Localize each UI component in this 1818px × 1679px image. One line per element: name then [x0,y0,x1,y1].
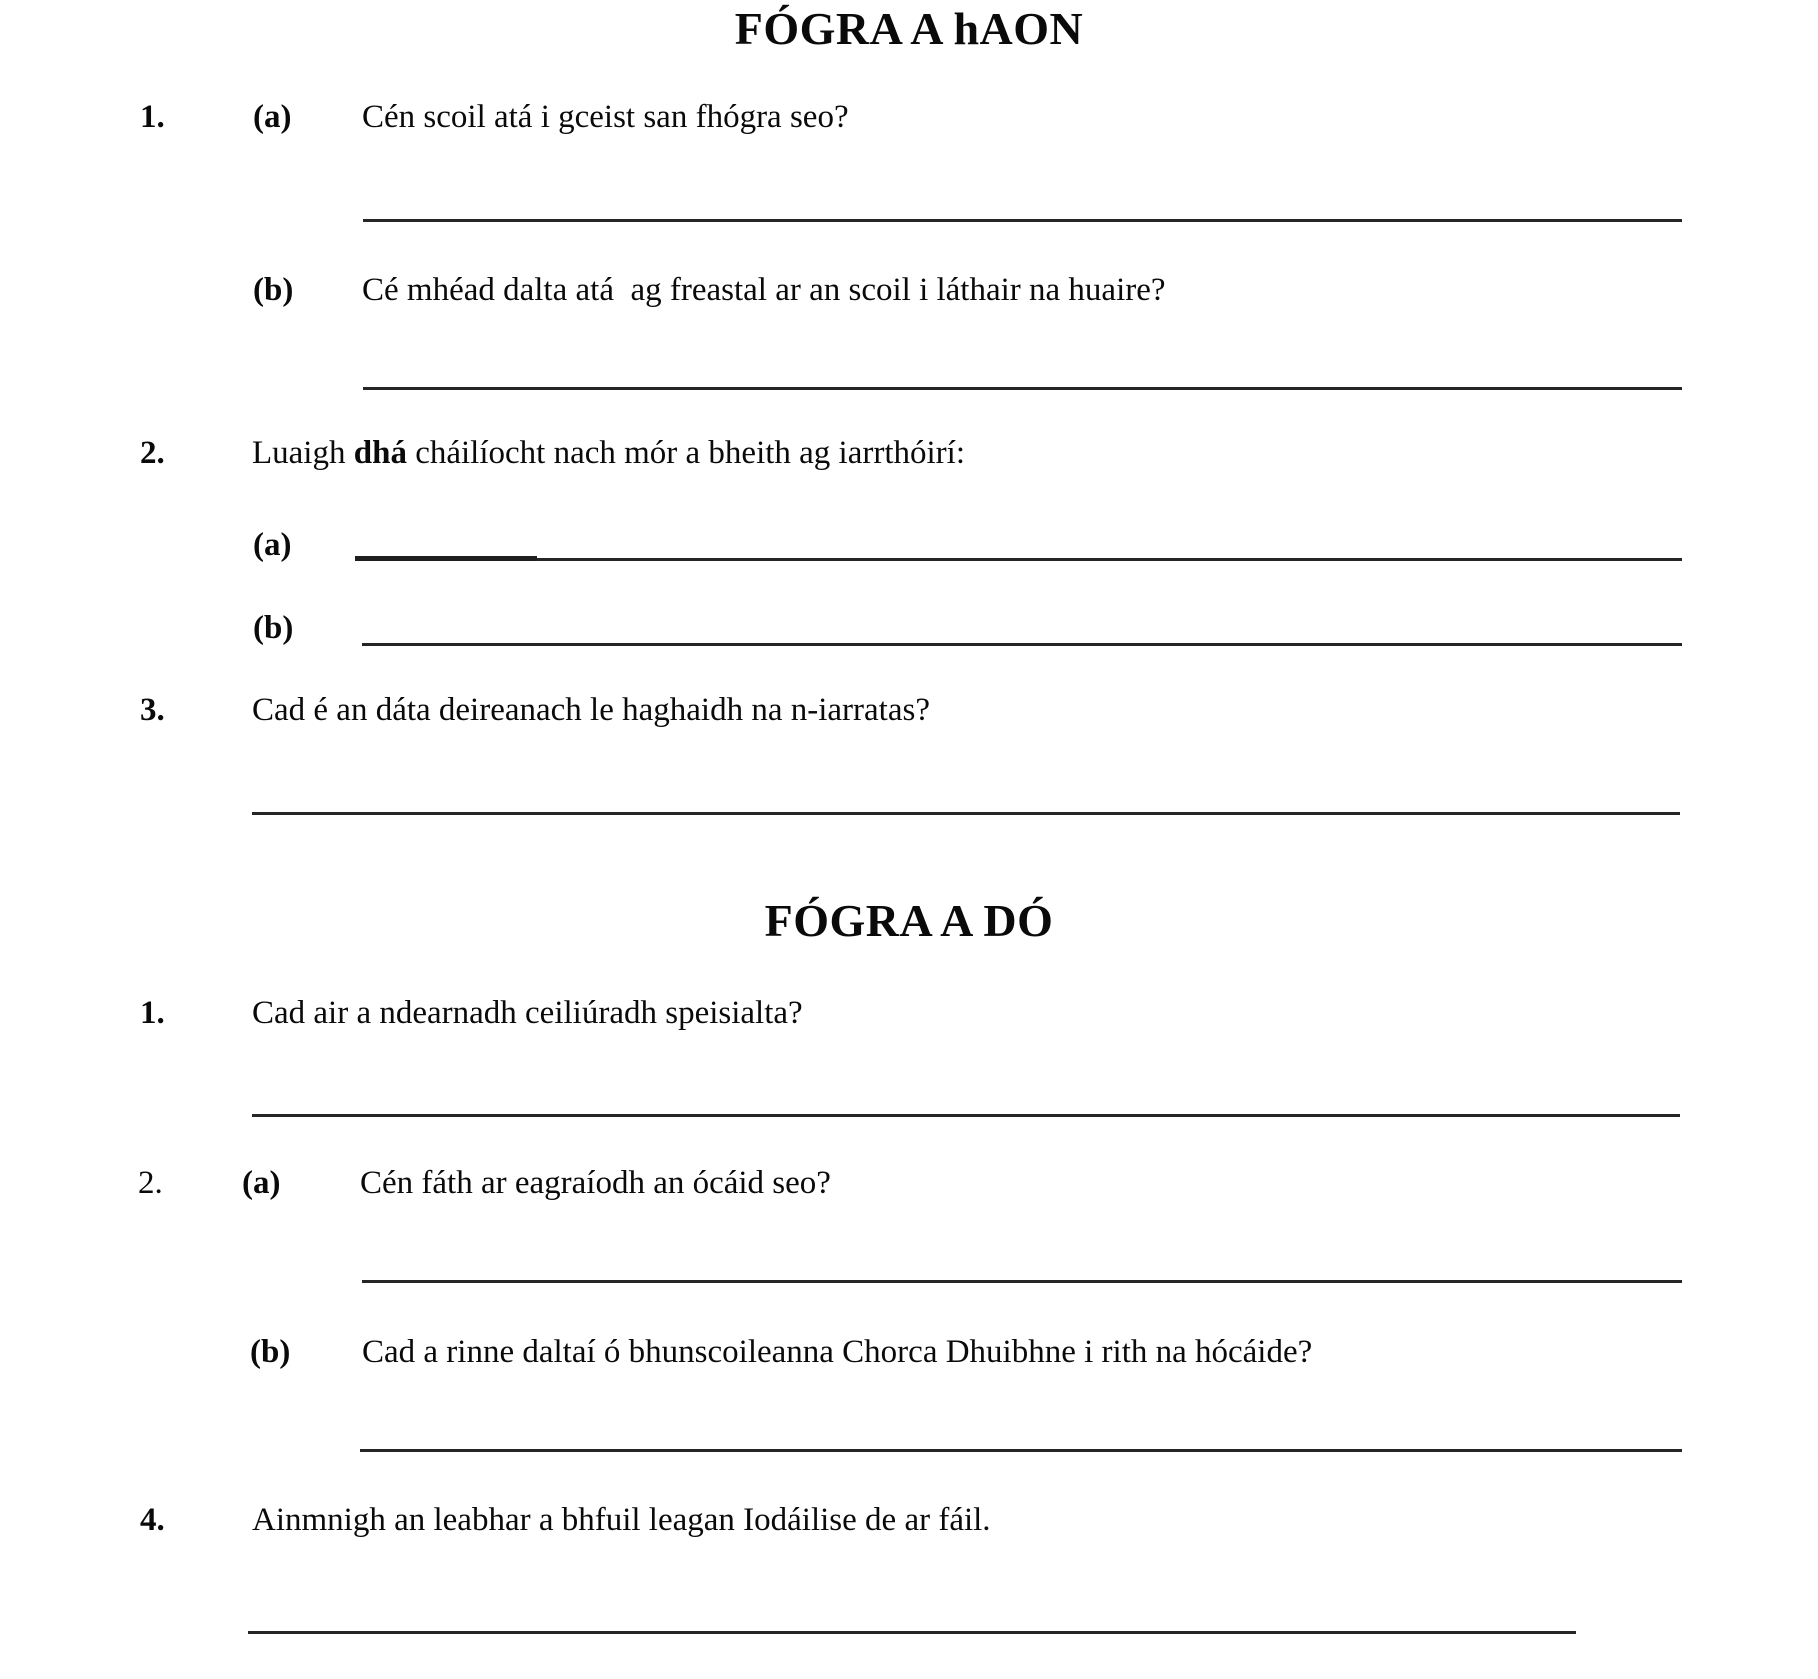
answer-line [252,812,1680,815]
answer-line [360,1449,1682,1452]
section-2-title: FÓGRA A DÓ [764,895,1054,946]
question-text-post: cháilíocht nach mór a bheith ag iarrthóirí: [406,435,966,471]
question-text-pre: Luaigh [252,435,354,471]
question-number: 2. [138,1165,163,1201]
question-text: Cad a rinne daltaí ó bhunscoileanna Chorca Dhuibhne i rith na hócáide? [362,1334,1313,1370]
section-1-title: FÓGRA A hAON [734,3,1084,54]
answer-line [252,1114,1680,1117]
answer-line [362,643,1682,646]
question-text: Ainmnigh an leabhar a bhfuil leagan Iodáilise de ar fáil. [252,1502,991,1538]
answer-line [362,558,1682,561]
question-text [252,432,965,474]
question-text: Cén scoil atá i gceist san fhógra seo? [362,99,849,135]
part-label: (b) [250,1334,291,1370]
question-number: 3. [140,692,165,728]
part-label: (a) [253,99,292,135]
part-label: (a) [253,527,292,563]
question-text: Cad air a ndearnadh ceiliúradh speisialta? [252,995,803,1031]
question-number: 2. [140,435,165,471]
question-text: Cé mhéad dalta atá ag freastal ar an scoil i láthair na huaire? [362,272,1166,308]
question-number: 1. [140,99,165,135]
part-label: (a) [242,1165,281,1201]
question-text: Cad é an dáta deireanach le haghaidh na n-iarratas? [252,692,930,728]
question-text: Cén fáth ar eagraíodh an ócáid seo? [360,1165,831,1201]
answer-line [362,1280,1682,1283]
answer-line [363,387,1682,390]
part-label: (b) [253,272,294,308]
part-label: (b) [253,610,294,646]
answer-line [248,1631,1576,1634]
answer-line-thick-segment [355,556,537,561]
answer-line [363,219,1682,222]
question-number: 1. [140,995,165,1031]
question-number: 4. [140,1502,165,1538]
question-text-bold: dhá [353,435,407,471]
